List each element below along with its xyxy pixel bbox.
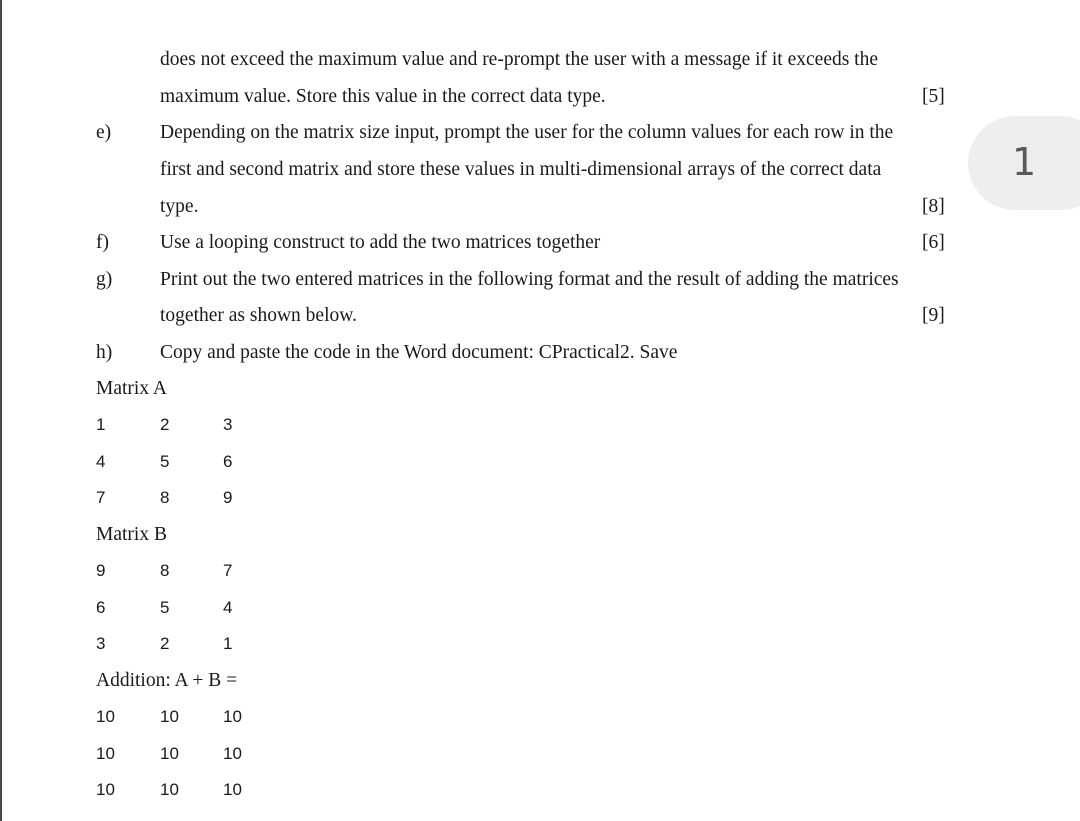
matrix-cell: 5 — [160, 452, 170, 471]
page-number-badge[interactable] — [968, 116, 1080, 210]
item-text-line: maximum value. Store this value in the correct data type. — [160, 86, 606, 107]
matrix-cell: 6 — [223, 452, 233, 471]
matrix-cell: 1 — [223, 634, 233, 653]
matrix-cell: 9 — [96, 561, 106, 580]
matrix-cell: 10 — [223, 780, 242, 799]
item-text-line: Print out the two entered matrices in the following format and the result of adding the matrices — [160, 269, 899, 290]
matrix-cell: 3 — [223, 415, 233, 434]
page-number: 1 — [1012, 140, 1037, 184]
matrix-cell: 5 — [160, 598, 170, 617]
item-text-line: together as shown below. — [160, 305, 357, 326]
matrix-cell: 10 — [223, 744, 242, 763]
item-text-line: type. — [160, 196, 199, 217]
matrix-cell: 4 — [96, 452, 106, 471]
matrix-cell: 4 — [223, 598, 233, 617]
matrix-b-title: Matrix B — [96, 524, 167, 545]
matrix-cell: 10 — [160, 707, 179, 726]
matrix-cell: 10 — [223, 707, 242, 726]
matrix-cell: 8 — [160, 561, 170, 580]
matrix-cell: 3 — [96, 634, 106, 653]
page-left-edge — [0, 0, 2, 821]
item-label-g: g) — [96, 269, 113, 290]
marks-label: [5] — [922, 86, 945, 107]
marks-label: [9] — [922, 305, 945, 326]
matrix-cell: 10 — [96, 780, 115, 799]
item-label-f: f) — [96, 232, 109, 253]
matrix-cell: 1 — [96, 415, 106, 434]
matrix-cell: 10 — [96, 707, 115, 726]
matrix-cell: 7 — [223, 561, 233, 580]
item-text-line: Depending on the matrix size input, prompt the user for the column values for each row in the — [160, 122, 894, 143]
matrix-cell: 10 — [160, 744, 179, 763]
matrix-cell: 2 — [160, 634, 170, 653]
item-text-line: first and second matrix and store these values in multi-dimensional arrays of the correct data — [160, 159, 882, 180]
matrix-cell: 10 — [96, 744, 115, 763]
item-label-e: e) — [96, 122, 112, 143]
matrix-cell: 6 — [96, 598, 106, 617]
matrix-cell: 10 — [160, 780, 179, 799]
matrix-cell: 7 — [96, 488, 106, 507]
matrix-cell: 8 — [160, 488, 170, 507]
item-text-line: does not exceed the maximum value and re-prompt the user with a message if it exceeds the — [160, 49, 879, 70]
item-text-line: Copy and paste the code in the Word document: CPractical2. Save — [160, 342, 678, 363]
matrix-cell: 2 — [160, 415, 170, 434]
marks-label: [8] — [922, 196, 945, 217]
item-text-line: Use a looping construct to add the two matrices together — [160, 232, 601, 253]
addition-title: Addition: A + B = — [96, 670, 238, 691]
matrix-cell: 9 — [223, 488, 233, 507]
item-label-h: h) — [96, 342, 113, 363]
marks-label: [6] — [922, 232, 945, 253]
matrix-a-title: Matrix A — [96, 378, 167, 399]
